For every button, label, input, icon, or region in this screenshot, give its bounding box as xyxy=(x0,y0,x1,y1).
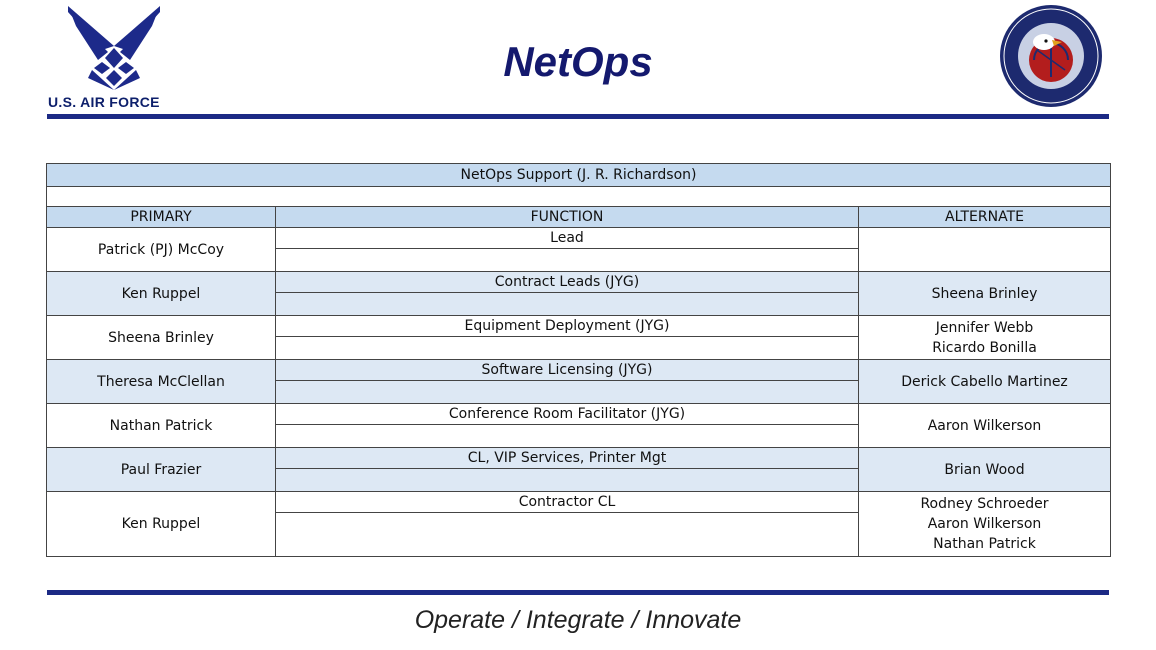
alternate-cell xyxy=(859,272,1111,316)
aflcmc-seal xyxy=(996,4,1106,108)
column-header-alternate: ALTERNATE xyxy=(859,207,1111,228)
page-title: NetOps xyxy=(503,38,653,85)
column-header-function: FUNCTION xyxy=(276,207,859,228)
table-row xyxy=(47,404,1111,425)
table-spacer-row xyxy=(47,187,1111,207)
table-caption: NetOps Support (J. R. Richardson) xyxy=(47,164,1111,187)
footer-divider xyxy=(47,590,1109,595)
logo-text: U.S. AIR FORCE xyxy=(48,94,160,110)
alternate-cell xyxy=(859,448,1111,492)
alternate-cell xyxy=(859,360,1111,404)
alternate-name: Aaron Wilkerson xyxy=(927,417,1042,434)
function-subcell xyxy=(276,249,859,272)
primary-cell: Patrick (PJ) McCoy xyxy=(47,228,276,272)
alternate-cell xyxy=(859,404,1111,448)
function-cell: Conference Room Facilitator (JYG) xyxy=(276,404,859,425)
primary-cell: Nathan Patrick xyxy=(47,404,276,448)
table-row xyxy=(47,228,1111,249)
alternate-name: Nathan Patrick xyxy=(933,536,1036,552)
primary-cell: Ken Ruppel xyxy=(47,272,276,316)
alternate-name: Aaron Wilkerson xyxy=(927,516,1042,532)
table-caption-row xyxy=(47,164,1111,187)
alternate-name: Jennifer Webb xyxy=(935,319,1034,336)
alternate-cell xyxy=(859,492,1111,557)
function-subcell xyxy=(276,469,859,492)
alternate-name: Derick Cabello Martinez xyxy=(901,373,1068,390)
table-spacer-cell xyxy=(47,187,1111,207)
primary-cell: Paul Frazier xyxy=(47,448,276,492)
netops-support-table xyxy=(46,163,1111,557)
alternate-name: Rodney Schroeder xyxy=(920,496,1049,512)
column-header-row xyxy=(47,207,1111,228)
primary-cell: Sheena Brinley xyxy=(47,316,276,360)
primary-cell: Theresa McClellan xyxy=(47,360,276,404)
table-row xyxy=(47,316,1111,337)
alternate-name: Ricardo Bonilla xyxy=(932,339,1037,356)
function-cell: Lead xyxy=(276,228,859,249)
column-header-primary: PRIMARY xyxy=(47,207,276,228)
function-cell: Software Licensing (JYG) xyxy=(276,360,859,381)
function-subcell xyxy=(276,425,859,448)
alternate-cell xyxy=(859,228,1111,272)
primary-cell: Ken Ruppel xyxy=(47,492,276,557)
function-subcell xyxy=(276,337,859,360)
function-cell: Equipment Deployment (JYG) xyxy=(276,316,859,337)
function-cell: Contractor CL xyxy=(276,492,859,513)
footer-tagline: Operate / Integrate / Innovate xyxy=(414,606,742,634)
function-subcell xyxy=(276,513,859,557)
table-row xyxy=(47,448,1111,469)
alternate-name: Brian Wood xyxy=(944,461,1025,478)
alternate-name: Sheena Brinley xyxy=(931,285,1038,302)
function-cell: CL, VIP Services, Printer Mgt xyxy=(276,448,859,469)
table-row xyxy=(47,360,1111,381)
table-row xyxy=(47,272,1111,293)
seal-emblem-icon xyxy=(996,4,1106,108)
function-cell: Contract Leads (JYG) xyxy=(276,272,859,293)
function-subcell xyxy=(276,293,859,316)
header-divider xyxy=(47,114,1109,119)
table-row xyxy=(47,492,1111,513)
function-subcell xyxy=(276,381,859,404)
alternate-cell xyxy=(859,316,1111,360)
